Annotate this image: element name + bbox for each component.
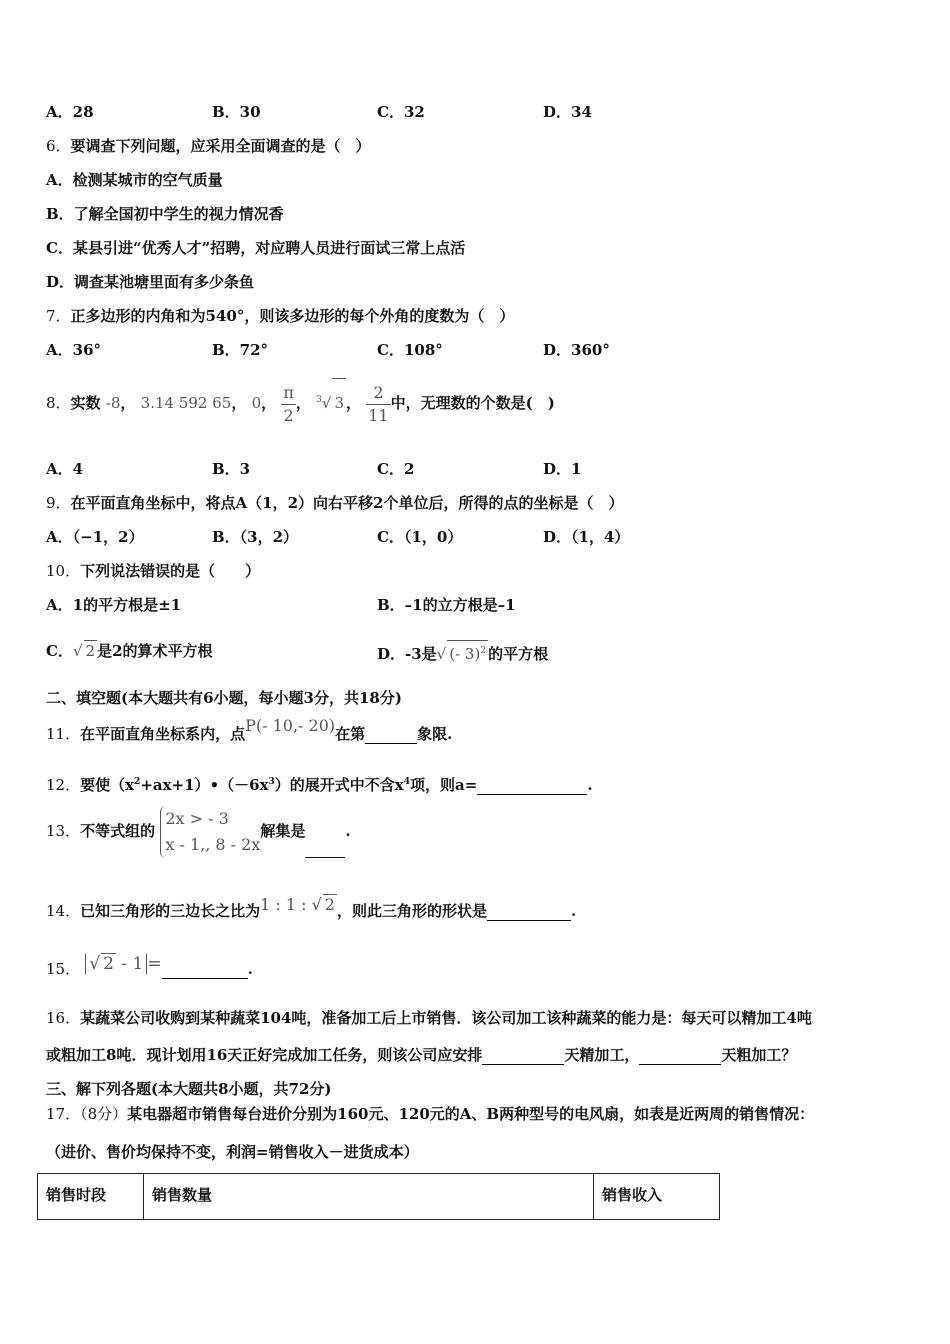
q15-stem: 15． √ 2 - 1 = . <box>46 954 253 978</box>
q9-stem: 9．在平面直角坐标中，将点A（1，2）向右平移2个单位后，所得的点的坐标是（ ） <box>46 494 624 512</box>
q6-stem: 6．要调查下列问题，应采用全面调查的是（ ） <box>46 137 371 155</box>
q5-option-a: A．28 <box>46 103 94 121</box>
q13-stem: 13．不等式组的 2x > - 3 x - 1,, 8 - 2x 解集是 . <box>46 805 351 858</box>
q5-option-b: B．30 <box>212 103 261 121</box>
q16-answer-blank-2[interactable] <box>639 1064 721 1065</box>
q8-option-b: B．3 <box>212 460 251 478</box>
q12-answer-blank[interactable] <box>477 794 587 795</box>
q7-option-c: C．108° <box>377 341 443 359</box>
q5-option-c: C．32 <box>377 103 425 121</box>
table-header-cell: 销售时段 <box>38 1174 144 1220</box>
q13-answer-blank[interactable] <box>305 857 345 858</box>
q8-fraction: $\frac{2}{11}$ <box>368 382 389 425</box>
q14-ratio: 1 : 1 : √ 2 <box>260 895 335 914</box>
table-header-cell: 销售数量 <box>144 1174 594 1220</box>
table-header-cell: 销售收入 <box>594 1174 720 1220</box>
sales-table <box>37 1173 720 1220</box>
q11-answer-blank[interactable] <box>365 743 417 744</box>
section-3-heading: 三、解下列各题(本大题共8小题，共72分) <box>46 1080 332 1098</box>
q10-option-c: C．√ 2 是2的算术平方根 <box>46 642 213 660</box>
q10-option-a: A．1的平方根是±1 <box>46 596 182 614</box>
q10-option-d: D．-3是√ (- 3)$^2$ 的平方根 <box>377 640 548 664</box>
q12-stem: 12．要使$(x^2+ax+1)•(-6x^3)$的展开式中不含$x^4$项，则a= . <box>46 776 593 794</box>
q14-stem: 14．已知三角形的三边长之比为1 : 1 : √ 2 ，则此三角形的形状是 . <box>46 895 577 920</box>
q5-option-d: D．34 <box>543 103 592 121</box>
q10-stem: 10．下列说法错误的是（ ） <box>46 562 261 580</box>
q6-option-d: D．调查某池塘里面有多少条鱼 <box>46 273 255 291</box>
q9-option-c: C．（1，0） <box>377 528 463 546</box>
q8-stem: 8．实数 -8， 3.14 592 65， 0， $\frac{\pi}{2}$ ， $^3$√ 3 ， $\frac{2}{11}$ 中，无理数的个数是( ) <box>46 376 555 427</box>
q8-option-d: D．1 <box>543 460 582 478</box>
q7-option-a: A．36° <box>46 341 102 359</box>
q8-option-c: C．2 <box>377 460 415 478</box>
q9-option-b: B．（3，2） <box>212 528 299 546</box>
q7-option-d: D．360° <box>543 341 610 359</box>
q7-option-b: B．72° <box>212 341 269 359</box>
q8-cube-root: $^3$√ 3 <box>316 394 346 412</box>
q9-option-d: D．（1，4） <box>543 528 630 546</box>
q8-option-a: A．4 <box>46 460 84 478</box>
q8-number-2: 3.14 592 65 <box>140 394 232 412</box>
q7-stem: 7．正多边形的内角和为540°，则该多边形的每个外角的度数为（ ） <box>46 307 515 325</box>
q9-option-a: A．（−1，2） <box>46 528 144 546</box>
q16-line-2: 或粗加工8吨．现计划用16天正好完成加工任务，则该公司应安排 天精加工， 天粗加工？ <box>46 1046 797 1064</box>
q6-option-c: C．某县引进“优秀人才”招聘，对应聘人员进行面试三常上点活 <box>46 239 466 257</box>
q17-stem: 17．（8分）某电器超市销售每台进价分别为160元、120元的A、B两种型号的电风扇，如表是近两周的销售情况： <box>46 1105 815 1123</box>
q15-absolute-value: √ 2 - 1 <box>85 954 147 974</box>
q11-point: P(- 10,- 20) <box>245 716 336 735</box>
q8-number-3: 0 <box>251 394 262 412</box>
q8-number-1: -8 <box>105 394 121 412</box>
q14-answer-blank[interactable] <box>487 920 571 921</box>
q6-option-a: A．检测某城市的空气质量 <box>46 171 223 189</box>
q15-answer-blank[interactable] <box>162 978 248 979</box>
q17-note: （进价、售价均保持不变，利润=销售收入－进货成本） <box>46 1143 419 1161</box>
q16-line-1: 16．某蔬菜公司收购到某种蔬菜104吨，准备加工后上市销售．该公司加工该种蔬菜的能力是：每天可以精加工4吨 <box>46 1009 812 1027</box>
q6-option-b: B．了解全国初中学生的视力情况香 <box>46 205 284 223</box>
q13-inequality-system: 2x > - 3 x - 1,, 8 - 2x <box>160 806 260 858</box>
q10-option-b: B．–1的立方根是–1 <box>377 596 516 614</box>
q16-answer-blank-1[interactable] <box>482 1064 564 1065</box>
section-2-heading: 二、填空题(本大题共有6小题，每小题3分，共18分) <box>46 689 402 707</box>
q11-stem: 11．在平面直角坐标系内，点P(- 10,- 20)在第 象限. <box>46 716 453 743</box>
table-header-row <box>38 1174 720 1220</box>
q8-pi-fraction: $\frac{\pi}{2}$ <box>283 382 294 425</box>
